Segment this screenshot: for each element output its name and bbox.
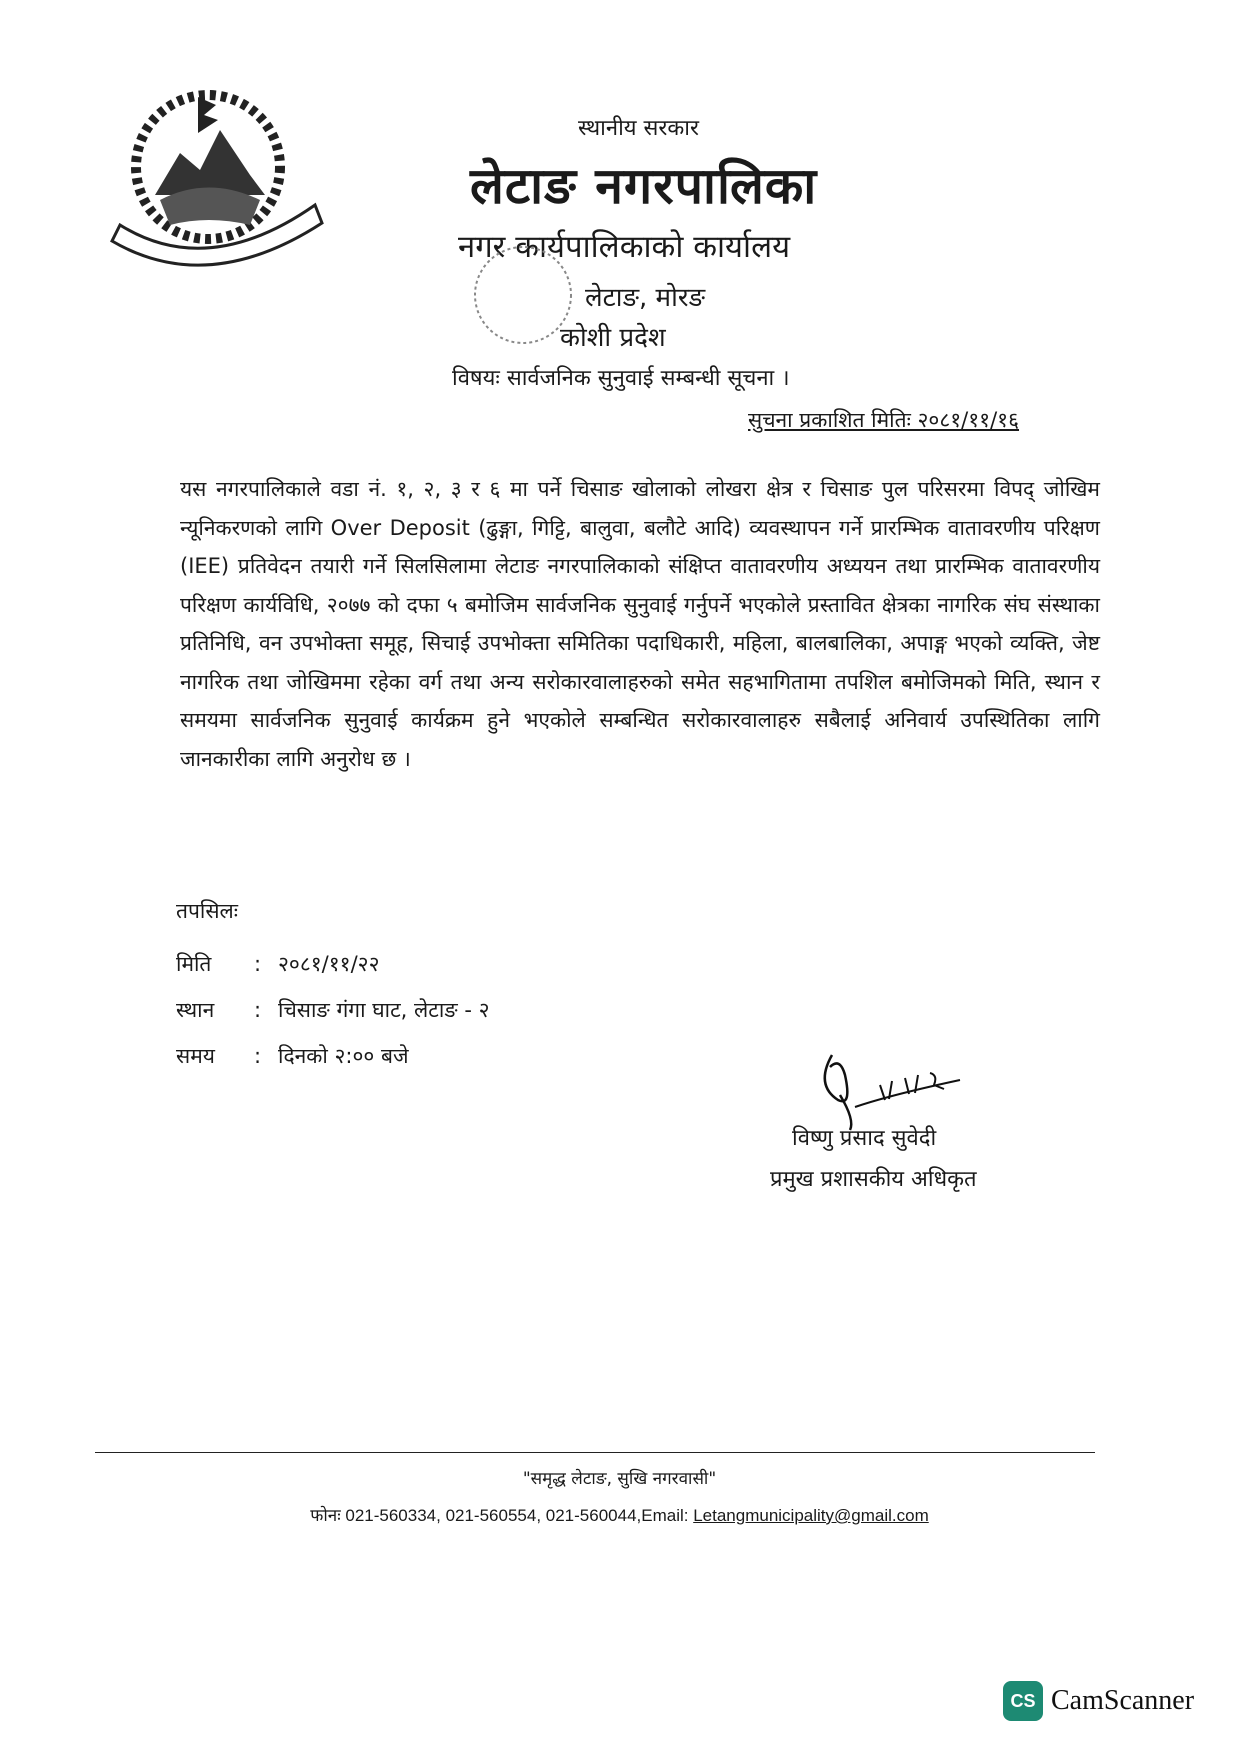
local-government-label: स्थानीय सरकार: [578, 116, 699, 141]
detail-value: २०८१/११/२२: [278, 952, 380, 976]
details-heading: तपसिलः: [176, 899, 239, 923]
nepal-emblem-icon: [100, 75, 330, 270]
office-location: लेटाङ, मोरङ: [585, 283, 706, 313]
province-name: कोशी प्रदेश: [560, 323, 666, 353]
details-section: [176, 897, 490, 1079]
detail-separator: :: [254, 998, 262, 1022]
signatory-name: विष्णु प्रसाद सुवेदी: [792, 1126, 937, 1151]
signatory-title: प्रमुख प्रशासकीय अधिकृत: [770, 1167, 977, 1192]
footer-email-link[interactable]: Letangmunicipality@gmail.com: [693, 1506, 929, 1525]
published-date: सुचना प्रकाशित मितिः २०८१/११/१६: [748, 408, 1020, 432]
footer-contact: [0, 1503, 1239, 1526]
camscanner-logo-icon: CS: [1003, 1681, 1043, 1721]
detail-label: मिति: [176, 952, 212, 976]
notice-subject: विषयः सार्वजनिक सुनुवाई सम्बन्धी सूचना ।: [452, 366, 790, 391]
detail-row-place: [176, 987, 490, 1033]
detail-separator: :: [254, 952, 262, 976]
detail-value: दिनको २:०० बजे: [278, 1044, 409, 1068]
municipality-name: लेटाङ नगरपालिका: [470, 157, 818, 215]
detail-row-time: [176, 1033, 490, 1079]
notice-body: यस नगरपालिकाले वडा नं. १, २, ३ र ६ मा पर्ने चिसाङ खोलाको लोखरा क्षेत्र र चिसाङ पुल परिसरमा विपद् जोखिम न्यूनिकरणको लागि Over Deposit (ढुङ्गा, गिट्टि, बालुवा, बलौटे आदि) व्यवस्थापन गर्ने प्रारम्भिक वातावरणीय परिक्षण (IEE) प्रतिवेदन तयारी गर्ने सिलसिलामा लेटाङ नगरपालिकाको संक्षिप्त वातावरणीय अध्ययन तथा प्रारम्भिक वातावरणीय परिक्षण कार्यविधि, २०७७ को दफा ५ बमोजिम सार्वजनिक सुनुवाई गर्नुपर्ने भएकोले प्रस्तावित क्षेत्रका नागरिक संघ संस्थाका प्रतिनिधि, वन उपभोक्ता समूह, सिचाई उपभोक्ता समितिका पदाधिकारी, महिला, बालबालिका, अपाङ्ग भएको व्यक्ति, जेष्ट नागरिक तथा जोखिममा रहेका वर्ग तथा अन्य सरोकारवालाहरुको समेत सहभागितामा तपशिल बमोजिमको मिति, स्थान र समयमा सार्वजनिक सुनुवाई कार्यक्रम हुने भएकोले सम्बन्धित सरोकारवालाहरु सबैलाई अनिवार्य उपस्थितिका लागि जानकारीका लागि अनुरोध छ ।: [180, 477, 1100, 771]
detail-row-date: [176, 941, 490, 987]
office-name: नगर कार्यपालिकाको कार्यालय: [458, 229, 791, 265]
detail-value: चिसाङ गंगा घाट, लेटाङ - २: [278, 998, 490, 1022]
footer-motto: "समृद्ध लेटाङ, सुखि नगरवासी": [522, 1469, 717, 1489]
detail-label: समय: [176, 1044, 215, 1068]
footer-phone: फोनः 021-560334, 021-560554, 021-560044,Email:: [310, 1506, 694, 1525]
camscanner-badge: [1003, 1681, 1194, 1721]
detail-label: स्थान: [176, 998, 215, 1022]
camscanner-name: CamScanner: [1051, 1685, 1195, 1716]
detail-separator: :: [254, 1044, 262, 1068]
office-stamp-icon: [448, 225, 598, 375]
footer-divider: [95, 1452, 1095, 1453]
